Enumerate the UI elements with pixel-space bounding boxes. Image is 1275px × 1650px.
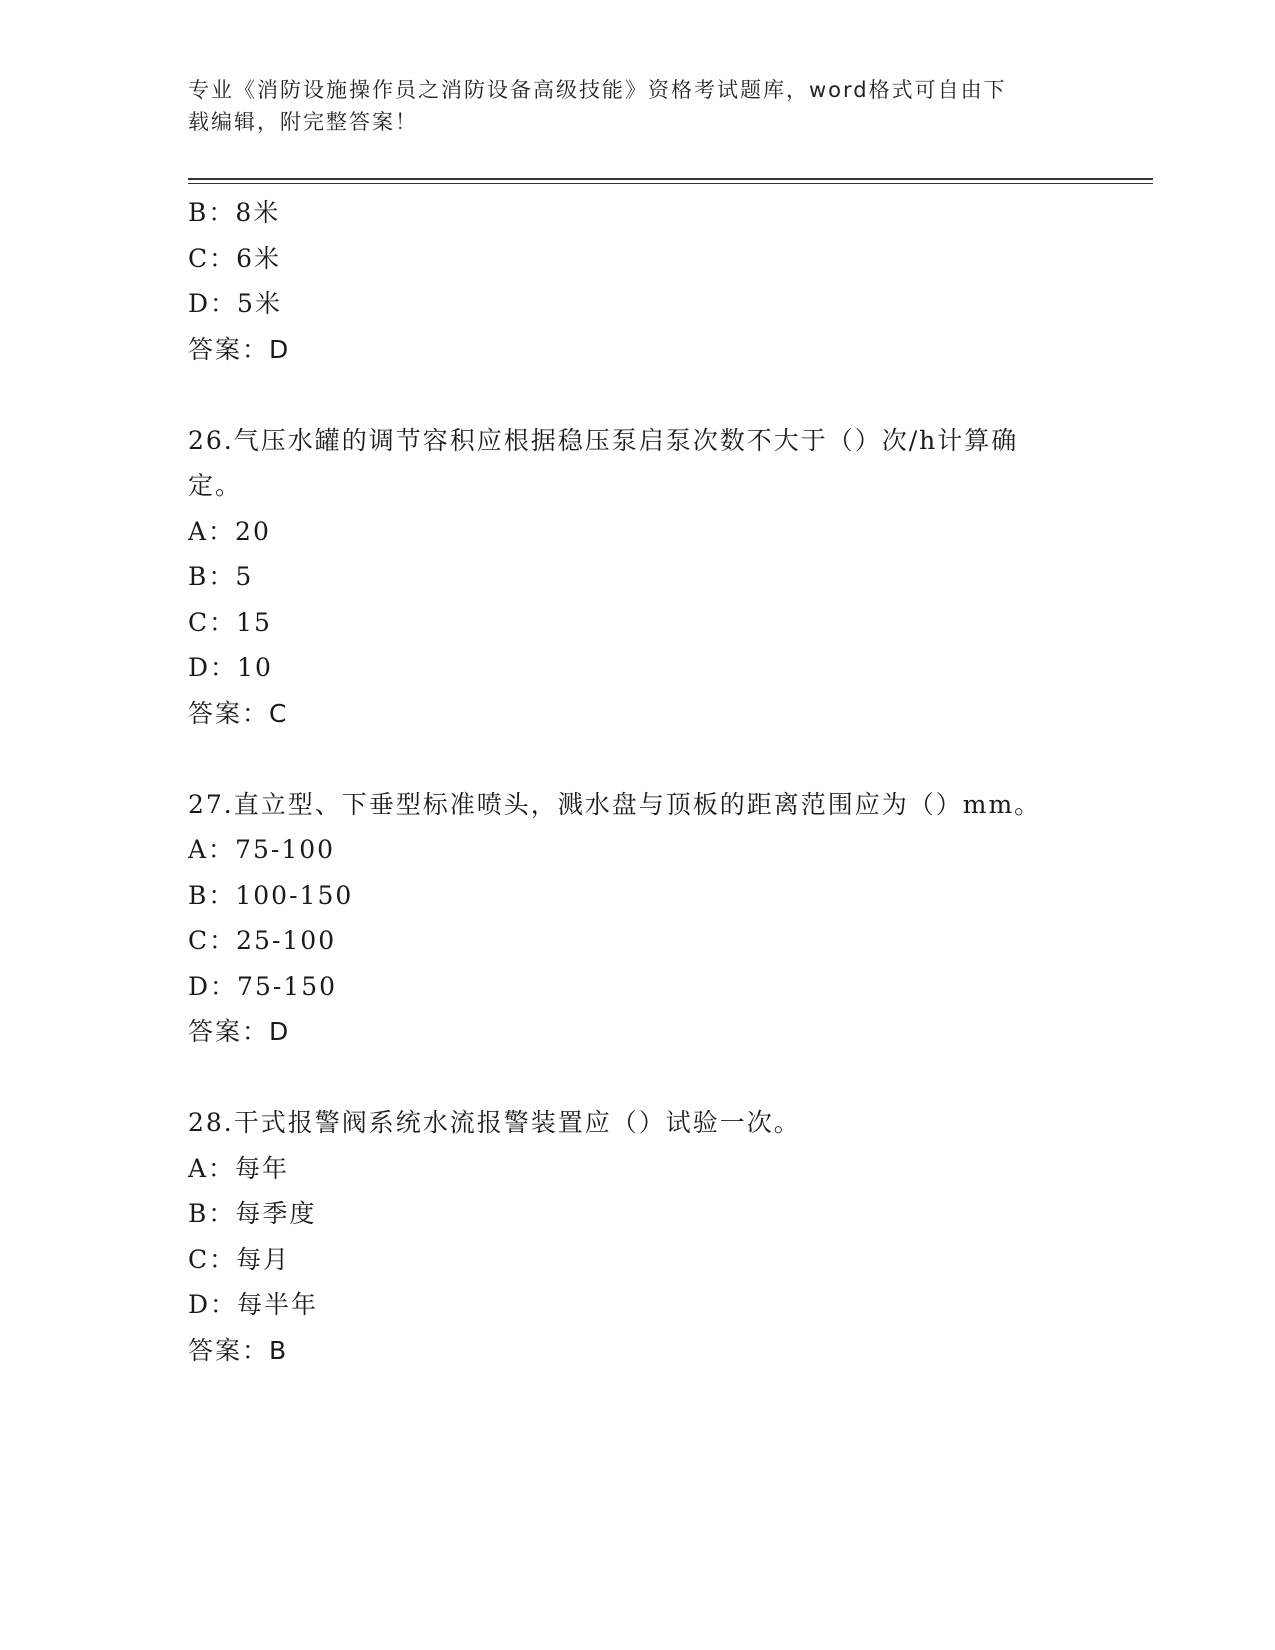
spacer: [188, 1055, 1088, 1101]
question-stem-continued: 定。: [188, 471, 243, 500]
document-header: [188, 74, 1088, 138]
question-stem: 26.气压水罐的调节容积应根据稳压泵启泵次数不大于（）次/h计算确: [188, 425, 1019, 455]
option-c: C：每月: [188, 1244, 291, 1274]
option-b: B：8米: [188, 198, 281, 227]
answer: 答案：D: [188, 1017, 291, 1046]
question-27: [188, 782, 1088, 1055]
option-b: B：每季度: [188, 1199, 317, 1228]
option-c: C：15: [188, 607, 272, 637]
option-a: A：20: [188, 516, 271, 546]
spacer: [188, 372, 1088, 418]
question-26: [188, 418, 1088, 737]
option-c: C：25-100: [188, 926, 337, 955]
spacer: [188, 736, 1088, 782]
option-a: A：每年: [188, 1153, 290, 1183]
option-b: B：5: [188, 562, 254, 591]
option-c: C：6米: [188, 243, 282, 273]
option-d: D：75-150: [188, 971, 338, 1001]
question-25-tail: [188, 190, 1088, 372]
option-d: D：5米: [188, 289, 282, 318]
option-d: D：10: [188, 653, 273, 682]
option-a: A：75-100: [188, 835, 336, 864]
question-list: [188, 190, 1088, 1373]
answer: 答案：B: [188, 1335, 289, 1365]
answer: 答案：C: [188, 698, 289, 728]
question-stem: 28.干式报警阀系统水流报警装置应（）试验一次。: [188, 1108, 801, 1137]
answer: 答案：D: [188, 334, 291, 364]
option-b: B：100-150: [188, 880, 354, 910]
header-line-1: 专业《消防设施操作员之消防设备高级技能》资格考试题库，word格式可自由下: [188, 78, 1007, 102]
header-divider-thin: [188, 183, 1153, 184]
option-d: D：每半年: [188, 1290, 319, 1319]
header-divider-thick: [188, 178, 1153, 180]
header-line-2: 载编辑，附完整答案！: [188, 110, 418, 134]
question-stem: 27.直立型、下垂型标准喷头，溅水盘与顶板的距离范围应为（）mm。: [188, 789, 1042, 819]
question-28: [188, 1100, 1088, 1373]
